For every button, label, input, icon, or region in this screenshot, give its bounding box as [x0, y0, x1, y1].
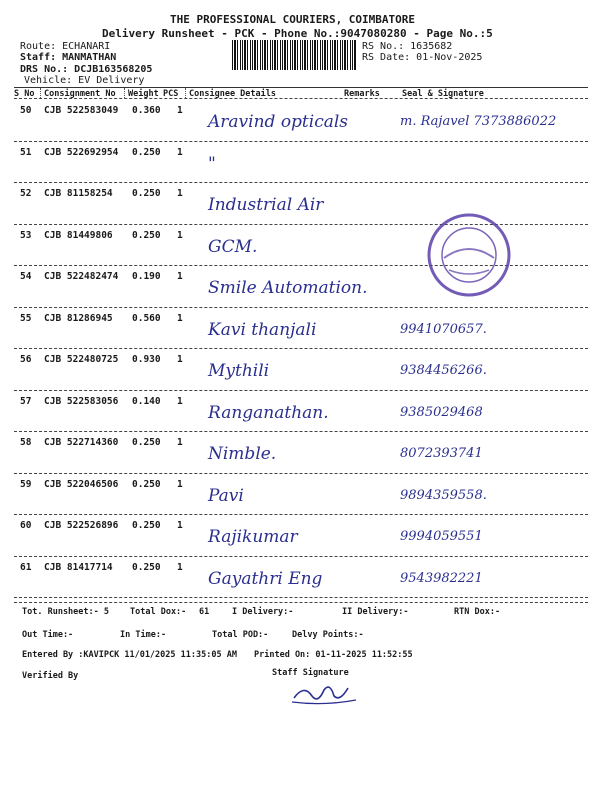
col-seal: Seal & Signature [402, 89, 484, 99]
row-sno: 61 [20, 561, 32, 573]
i-delivery: I Delivery:- [232, 607, 294, 617]
tot-runsheet: Tot. Runsheet:- 5 [22, 607, 109, 617]
row-sno: 50 [20, 105, 32, 116]
row-consignee-handwriting: Kavi thanjali [208, 319, 317, 340]
row-consignee-handwriting: Rajikumar [208, 527, 298, 547]
runsheet-line: Delivery Runsheet - PCK - Phone No.:9047080280 - Page No.:5 [102, 27, 493, 40]
row-pcs: 1 [177, 105, 183, 116]
row-consignment: CJB 81449806 [44, 229, 113, 241]
total-dox-value: 61 [199, 607, 210, 617]
row-consignment: CJB 81417714 [44, 561, 113, 573]
row-consignee-handwriting: Aravind opticals [208, 112, 349, 132]
row-weight: 0.250 [132, 520, 161, 531]
vehicle: Vehicle: EV Delivery [24, 75, 145, 86]
row-signature-handwriting: 8072393741 [400, 446, 483, 461]
row-weight: 0.250 [132, 561, 161, 573]
row-pcs: 1 [177, 229, 183, 241]
row-divider [14, 597, 588, 598]
row-signature-handwriting: m. Rajavel 7373886022 [400, 114, 557, 129]
barcode-icon [232, 40, 356, 70]
row-consignment: CJB 522526896 [44, 520, 119, 531]
row-signature-handwriting: 9994059551 [400, 529, 483, 544]
col-sep [40, 88, 41, 98]
row-sno: 57 [20, 395, 32, 407]
total-pod: Total POD:- [212, 630, 269, 640]
ii-delivery: II Delivery:- [342, 607, 409, 617]
table-row [0, 100, 600, 142]
company-title: THE PROFESSIONAL COURIERS, COIMBATORE [170, 13, 416, 26]
row-consignee-handwriting: " [208, 153, 216, 174]
table-row [0, 142, 600, 184]
row-consignee-handwriting: Ranganathan. [208, 402, 329, 423]
row-sno: 53 [20, 229, 32, 241]
row-consignment: CJB 522583049 [44, 105, 119, 116]
row-pcs: 1 [177, 146, 183, 158]
col-consignment: Consignment No [44, 89, 116, 99]
row-pcs: 1 [177, 395, 183, 407]
row-consignment: CJB 522714360 [44, 437, 119, 448]
row-sno: 54 [20, 271, 32, 282]
footer-rule [14, 602, 588, 603]
in-time: In Time:- [120, 630, 167, 640]
row-consignment: CJB 522583056 [44, 395, 119, 407]
row-sno: 56 [20, 354, 32, 365]
row-signature-handwriting: 9894359558. [400, 487, 487, 503]
row-signature-handwriting: 9543982221 [400, 570, 483, 586]
printed-on: Printed On: 01-11-2025 11:52:55 [254, 650, 413, 660]
row-sno: 58 [20, 437, 32, 448]
table-row [0, 474, 600, 516]
table-row [0, 308, 600, 350]
row-signature-handwriting: 9941070657. [400, 321, 487, 337]
row-consignment: CJB 522692954 [44, 146, 119, 158]
row-pcs: 1 [177, 312, 183, 324]
table-row [0, 349, 600, 391]
table-row [0, 432, 600, 474]
col-sno: S No [14, 89, 35, 99]
verified-by: Verified By [22, 671, 79, 681]
row-consignment: CJB 522046506 [44, 478, 119, 490]
row-consignee-handwriting: Smile Automation. [208, 278, 368, 298]
col-sep [124, 88, 125, 98]
rtn-dox: RTN Dox:- [454, 607, 501, 617]
row-consignment: CJB 522482474 [44, 271, 119, 282]
row-sno: 55 [20, 312, 32, 324]
row-consignment: CJB 81158254 [44, 188, 113, 199]
row-consignee-handwriting: Gayathri Eng [208, 568, 323, 589]
staff: Staff: MANMATHAN [20, 52, 117, 63]
row-pcs: 1 [177, 437, 183, 448]
row-pcs: 1 [177, 478, 183, 490]
out-time: Out Time:- [22, 630, 74, 640]
row-weight: 0.140 [132, 395, 161, 407]
col-sep [185, 88, 186, 98]
col-remarks: Remarks [344, 89, 380, 99]
header-rule-top [14, 87, 588, 88]
col-pcs: PCS [163, 89, 179, 99]
table-row [0, 515, 600, 557]
row-consignee-handwriting: GCM. [208, 236, 258, 257]
row-weight: 0.360 [132, 105, 161, 116]
col-weight: Weight [128, 89, 159, 99]
drs-number: DRS No.: DCJB163568205 [20, 64, 153, 75]
row-weight: 0.250 [132, 437, 161, 448]
row-pcs: 1 [177, 354, 183, 365]
row-consignee-handwriting: Mythili [208, 361, 270, 381]
row-weight: 0.250 [132, 478, 161, 490]
route: Route: ECHANARI [20, 41, 111, 52]
row-consignment: CJB 522480725 [44, 354, 119, 365]
row-weight: 0.250 [132, 146, 161, 158]
row-weight: 0.190 [132, 271, 161, 282]
table-row [0, 557, 600, 599]
rs-date: RS Date: 01-Nov-2025 [362, 52, 483, 63]
delvy-points: Delvy Points:- [292, 630, 364, 640]
rs-number: RS No.: 1635682 [362, 41, 453, 52]
row-signature-handwriting: 9384456266. [400, 363, 487, 378]
row-weight: 0.930 [132, 354, 161, 365]
row-pcs: 1 [177, 271, 183, 282]
row-pcs: 1 [177, 520, 183, 531]
row-weight: 0.560 [132, 312, 161, 324]
row-signature-handwriting: 9385029468 [400, 404, 483, 420]
header-rule-bottom [14, 98, 588, 99]
table-row [0, 391, 600, 433]
col-consignee: Consignee Details [189, 89, 276, 99]
entered-by: Entered By :KAVIPCK 11/01/2025 11:35:05 AM [22, 650, 237, 660]
row-consignee-handwriting: Pavi [208, 485, 244, 506]
row-consignment: CJB 81286945 [44, 312, 113, 324]
row-sno: 60 [20, 520, 32, 531]
row-pcs: 1 [177, 561, 183, 573]
total-dox: Total Dox:- [130, 607, 187, 617]
row-sno: 52 [20, 188, 32, 199]
seal-stamp-icon [424, 210, 514, 300]
row-consignee-handwriting: Nimble. [208, 444, 277, 464]
row-sno: 59 [20, 478, 32, 490]
row-pcs: 1 [177, 188, 183, 199]
row-consignee-handwriting: Industrial Air [208, 195, 324, 215]
row-sno: 51 [20, 146, 32, 158]
row-weight: 0.250 [132, 188, 161, 199]
signature-icon [290, 680, 360, 706]
row-weight: 0.250 [132, 229, 161, 241]
staff-signature-label: Staff Signature [272, 668, 349, 678]
